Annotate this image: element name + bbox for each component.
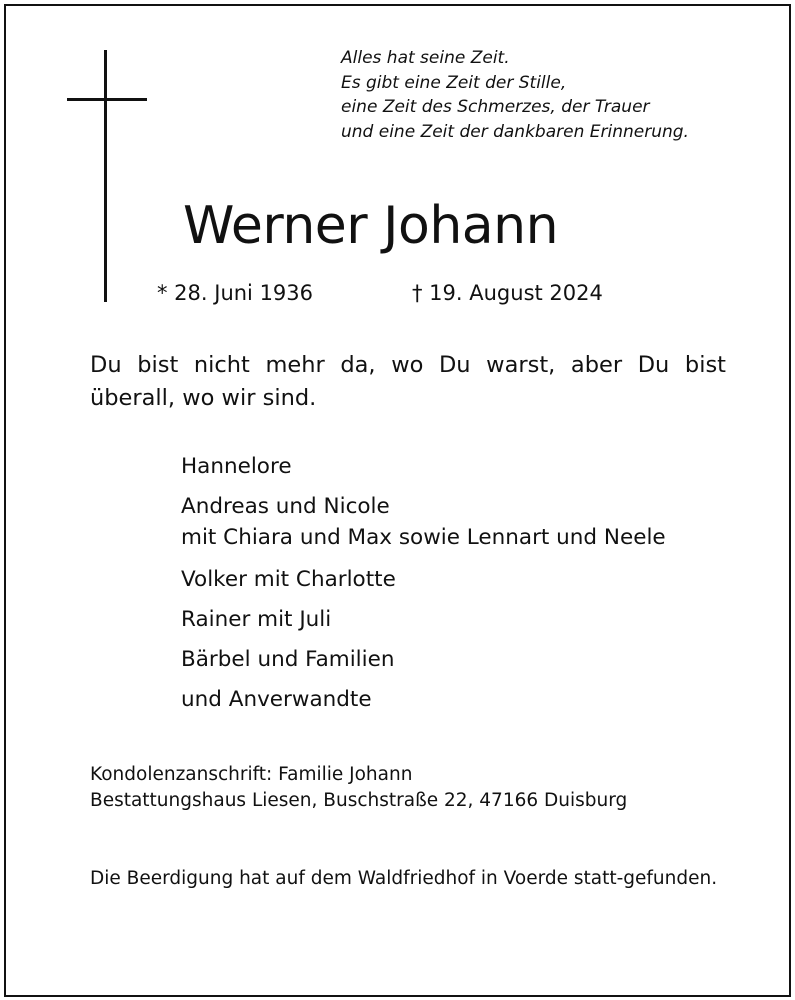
mourner-entry: mit Chiara und Max sowie Lennart und Neele (181, 525, 666, 550)
poem-line: eine Zeit des Schmerzes, der Trauer (341, 97, 650, 117)
poem (341, 46, 689, 144)
mourners-list (181, 452, 666, 725)
address-line: Kondolenzanschrift: Familie Johann (90, 764, 413, 785)
memorial-quote: Du bist nicht mehr da, wo Du warst, aber Du bist überall, wo wir sind. (90, 352, 726, 411)
deceased-name: Werner Johann (183, 196, 559, 256)
burial-notice: Die Beerdigung hat auf dem Waldfriedhof in Voerde statt-gefunden. (90, 868, 718, 889)
mourner-entry: Rainer mit Juli (181, 607, 332, 632)
poem-line: und eine Zeit der dankbaren Erinnerung. (341, 121, 689, 142)
mourner-group (181, 492, 666, 554)
poem-line: Es gibt eine Zeit der Stille, (341, 72, 567, 93)
birth-date: * 28. Juni 1936 (157, 281, 314, 305)
mourner-entry: Hannelore (181, 454, 292, 479)
mourner-entry: Bärbel und Familien (181, 647, 395, 672)
poem-line: Alles hat seine Zeit. (341, 48, 510, 68)
mourner-entry: Volker mit Charlotte (181, 567, 396, 592)
mourner-entry: und Anverwandte (181, 687, 372, 712)
address-line: Bestattungshaus Liesen, Buschstraße 22, 47166 Duisburg (90, 790, 628, 811)
death-date: † 19. August 2024 (412, 281, 603, 305)
cross-horizontal-bar (67, 98, 147, 101)
condolence-address (90, 762, 627, 814)
mourner-entry: Andreas und Nicole (181, 494, 390, 519)
cross-vertical-bar (104, 50, 107, 302)
